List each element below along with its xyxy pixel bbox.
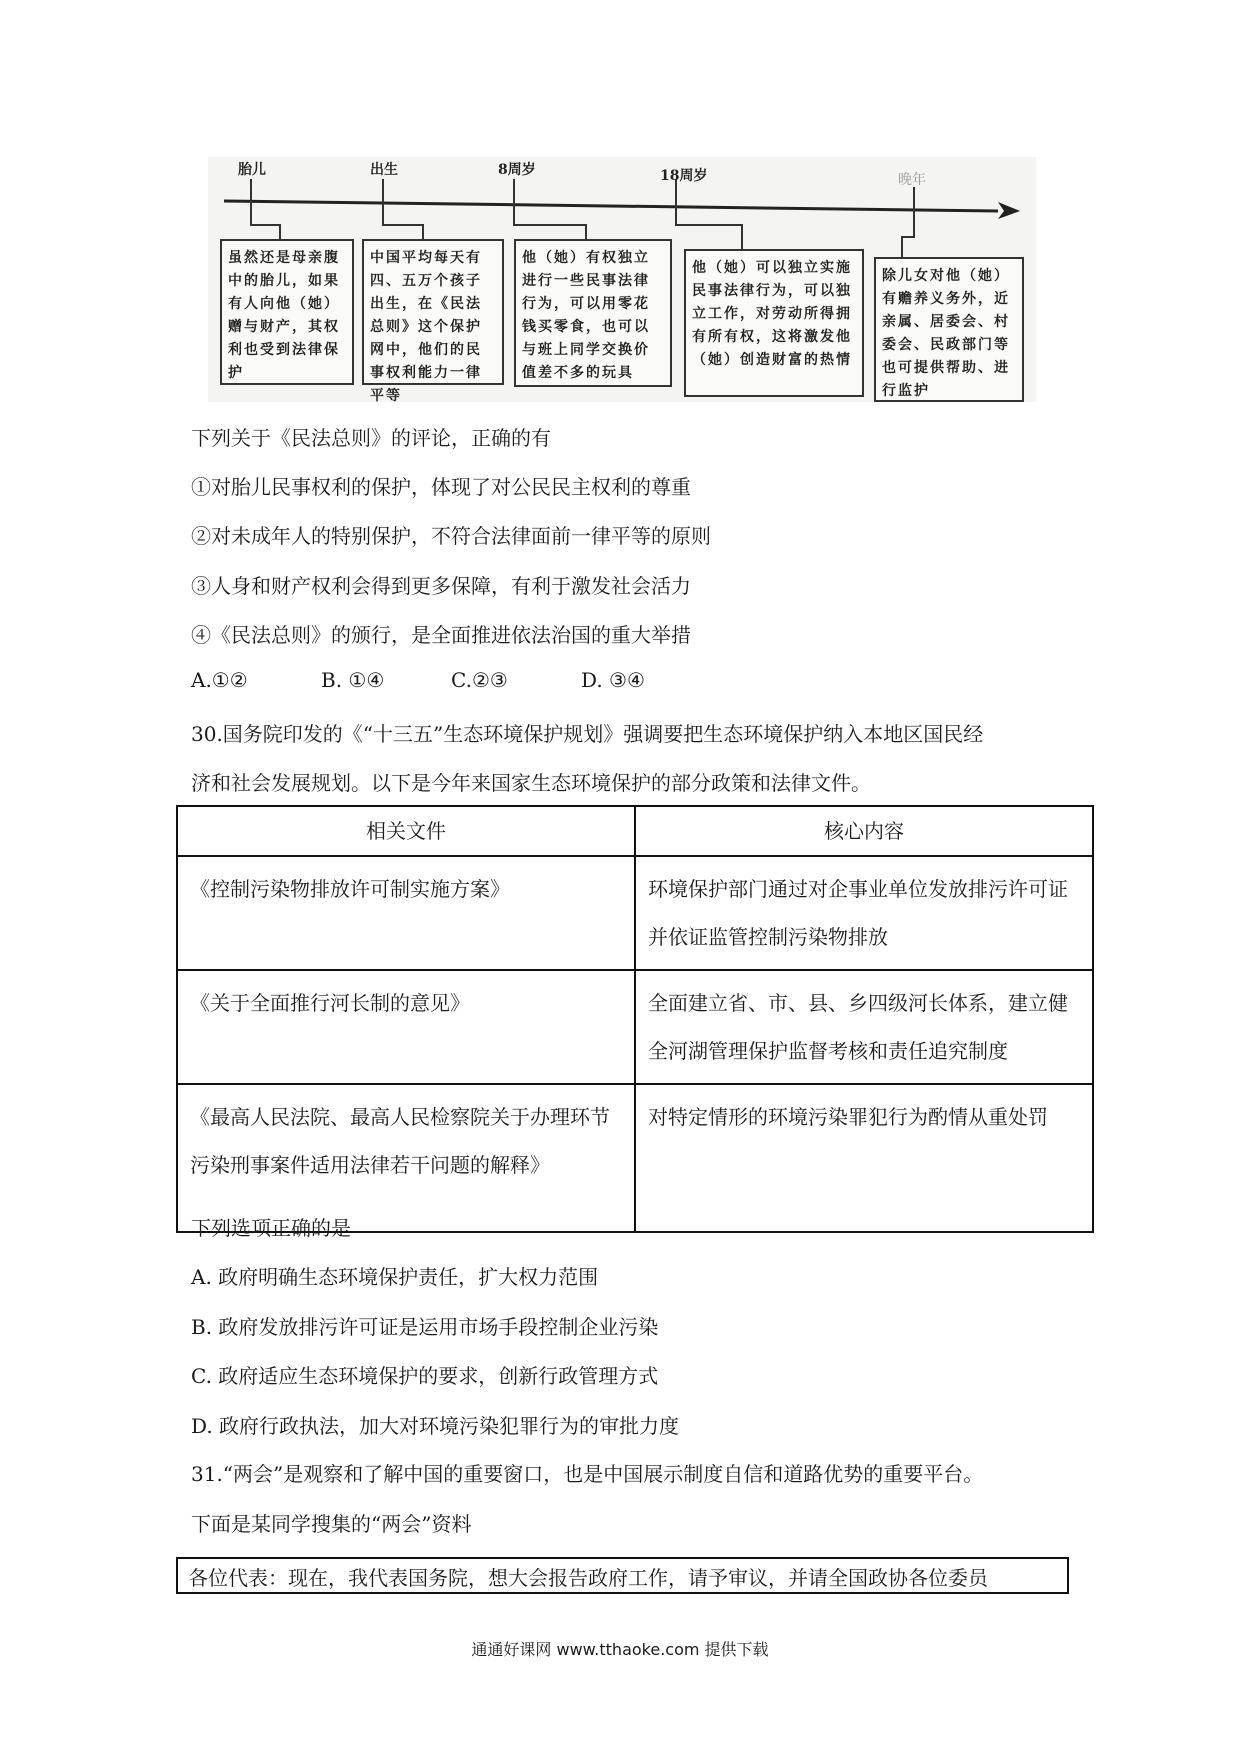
answer-options <box>191 668 645 692</box>
table-header-row <box>177 806 1093 856</box>
option-d: D. ③④ <box>581 668 645 692</box>
column-header: 核心内容 <box>635 806 1093 856</box>
question-prompt: 下列选项正确的是 <box>191 1216 351 1240</box>
stage-label: 出生 <box>370 162 398 178</box>
column-header: 相关文件 <box>177 806 635 856</box>
table-cell: 环境保护部门通过对企事业单位发放排污许可证并依证监管控制污染物排放 <box>635 856 1093 970</box>
option-a: A.①② <box>191 668 248 692</box>
stage-box: 除儿女对他（她）有赡养义务外，近亲属、居委会、村委会、民政部门等也可提供帮助、进行监护 <box>874 257 1024 402</box>
table-cell: 《最高人民法院、最高人民检察院关于办理环节污染刑事案件适用法律若干问题的解释》 <box>177 1084 635 1232</box>
option-c: C.②③ <box>451 668 508 692</box>
table-cell: 全面建立省、市、县、乡四级河长体系，建立健全河湖管理保护监督考核和责任追究制度 <box>635 970 1093 1084</box>
question-stem: 下列关于《民法总则》的评论，正确的有 <box>191 426 551 450</box>
statement: ②对未成年人的特别保护，不符合法律面前一律平等的原则 <box>191 524 711 548</box>
table-row <box>177 970 1093 1084</box>
table-cell: 《控制污染物排放许可制实施方案》 <box>177 856 635 970</box>
quote-box: 各位代表：现在，我代表国务院，想大会报告政府工作，请予审议，并请全国政协各位委员 <box>176 1557 1069 1594</box>
life-stage-timeline <box>208 157 1036 402</box>
stage-label: 8周岁 <box>498 162 536 178</box>
footer-watermark: 通通好课网 www.tthaoke.com 提供下载 <box>471 1640 769 1659</box>
table-cell: 对特定情形的环境污染罪犯行为酌情从重处罚 <box>635 1084 1093 1232</box>
option-a: A. 政府明确生态环境保护责任，扩大权力范围 <box>191 1265 599 1289</box>
table-cell: 《关于全面推行河长制的意见》 <box>177 970 635 1084</box>
question-intro: 下面是某同学搜集的“两会”资料 <box>191 1512 472 1536</box>
option-c: C. 政府适应生态环境保护的要求，创新行政管理方式 <box>191 1364 659 1388</box>
question-stem: 31.“两会”是观察和了解中国的重要窗口，也是中国展示制度自信和道路优势的重要平台。 <box>191 1462 984 1486</box>
statement: ④《民法总则》的颁行，是全面推进依法治国的重大举措 <box>191 623 691 647</box>
stage-label: 胎儿 <box>238 162 266 178</box>
table-row <box>177 856 1093 970</box>
stage-box: 中国平均每天有四、五万个孩子出生，在《民法总则》这个保护网中，他们的民事权利能力一律平等 <box>362 239 504 385</box>
stage-box: 他（她）有权独立进行一些民事法律行为，可以用零花钱买零食，也可以与班上同学交换价值差不多的玩具 <box>514 239 672 387</box>
stage-label: 18周岁 <box>660 168 708 184</box>
stage-box: 他（她）可以独立实施民事法律行为，可以独立工作，对劳动所得拥有所有权，这将激发他（她）创造财富的热情 <box>684 249 864 397</box>
table-row <box>177 1084 1093 1232</box>
policy-table <box>176 805 1094 1233</box>
question-stem: 济和社会发展规划。以下是今年来国家生态环境保护的部分政策和法律文件。 <box>191 771 871 795</box>
option-d: D. 政府行政执法，加大对环境污染犯罪行为的审批力度 <box>191 1414 680 1438</box>
question-stem: 30.国务院印发的《“十三五”生态环境保护规划》强调要把生态环境保护纳入本地区国民经 <box>191 722 984 746</box>
option-b: B. ①④ <box>321 668 385 692</box>
statement: ①对胎儿民事权利的保护，体现了对公民民主权利的尊重 <box>191 475 691 499</box>
stage-box: 虽然还是母亲腹中的胎儿，如果有人向他（她）赠与财产，其权利也受到法律保护 <box>220 239 354 385</box>
statement: ③人身和财产权利会得到更多保障，有利于激发社会活力 <box>191 574 691 598</box>
option-b: B. 政府发放排污许可证是运用市场手段控制企业污染 <box>191 1315 659 1339</box>
stage-label: 晚年 <box>898 172 926 188</box>
